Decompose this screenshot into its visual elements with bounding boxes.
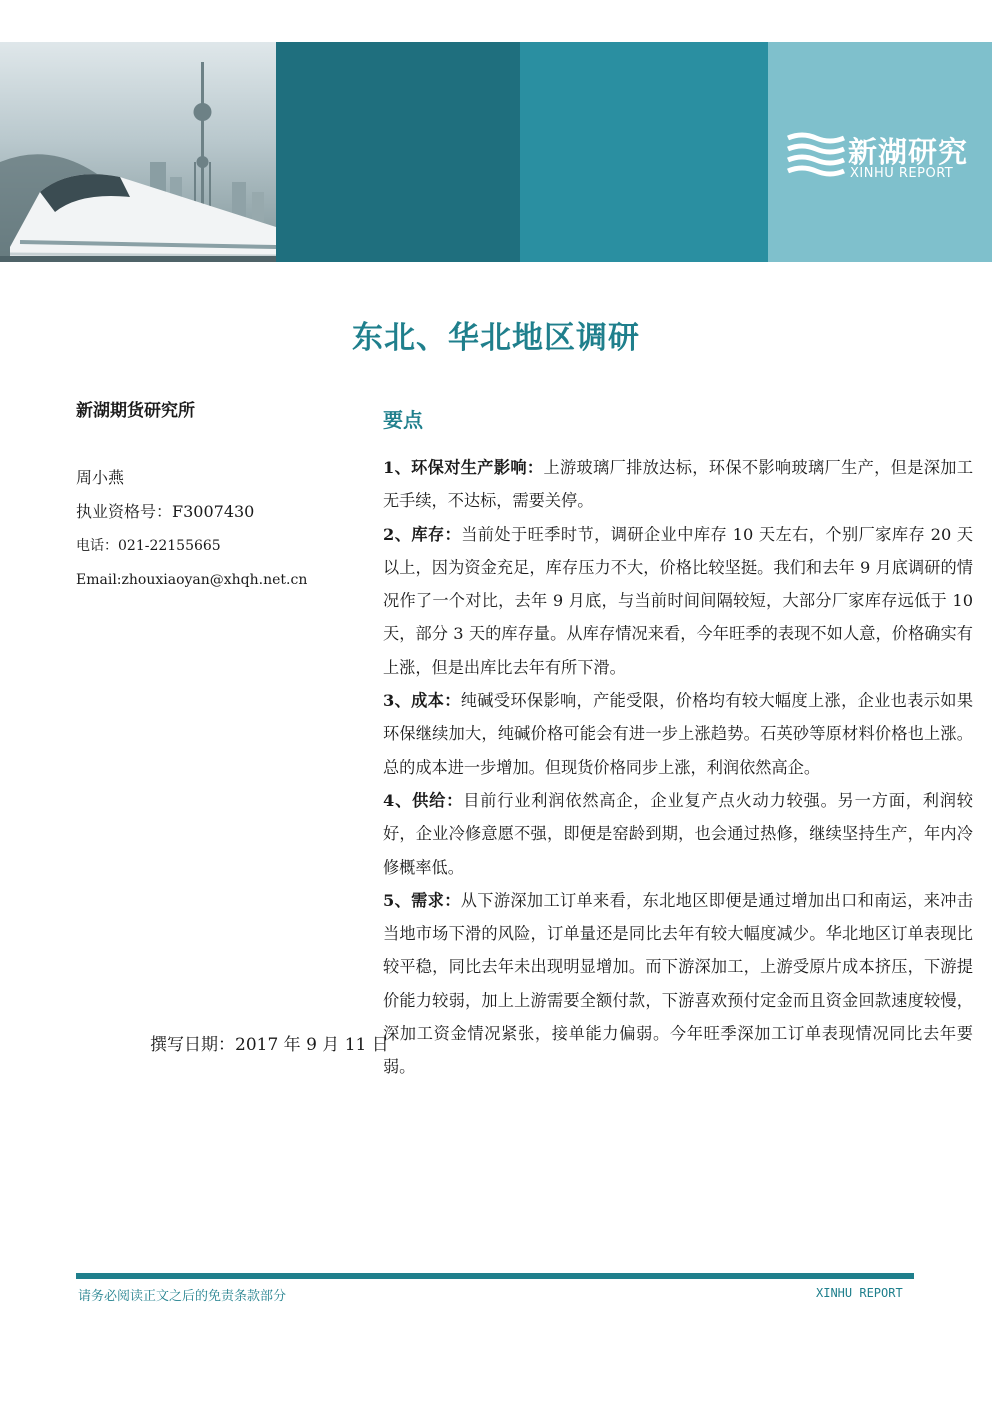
- key-point-label: 3、成本：: [383, 691, 461, 711]
- maglev-train-photo: [0, 42, 276, 262]
- phone-number: 电话：021-22155665: [76, 538, 221, 554]
- header-banner: [0, 42, 992, 262]
- banner-panel-mid: [520, 42, 768, 262]
- logo-chinese-text: 新湖研究: [848, 135, 969, 169]
- maglev-train-illustration: [0, 42, 276, 262]
- key-point-item: [383, 684, 973, 784]
- banner-panel-dark: [276, 42, 520, 262]
- license-number: 执业资格号：F3007430: [76, 502, 255, 521]
- footer-brand: XINHU REPORT: [816, 1286, 903, 1300]
- footer-divider: [76, 1273, 914, 1279]
- key-point-text: 上游玻璃厂排放达标，环保不影响玻璃厂生产，但是深加工无手续，不达标，需要关停。: [383, 458, 974, 511]
- key-point-item: [383, 784, 973, 884]
- key-point-item: [383, 518, 973, 684]
- key-points-body: [383, 451, 973, 1084]
- footer-disclaimer: 请务必阅读正文之后的免责条款部分: [78, 1289, 287, 1304]
- key-point-label: 5、需求：: [383, 890, 461, 910]
- key-point-label: 1、环保对生产影响：: [383, 458, 544, 477]
- author-name: 周小燕: [76, 468, 125, 487]
- xinhu-logo: [786, 130, 986, 190]
- report-title: 东北、华北地区调研: [352, 320, 640, 356]
- logo-english-text: XINHU REPORT: [850, 166, 954, 181]
- key-point-item: [383, 884, 973, 1084]
- institute-name: 新湖期货研究所: [76, 401, 195, 421]
- key-point-text: 当前处于旺季时节，调研企业中库存 10 天左右，个别厂家库存 20 天以上，因为资金充足，库存压力不大，价格比较坚挺。我们和去年 9 月底调研的情况作了一个对比，去年 9 月底，与当前时间间隔较短，大部分厂家库存远低于 10 天，部分 3 天的库存量。从库存情况来看，今年旺季的表现不如人意，价格确实有上涨，但是出库比去年有所下滑。: [383, 524, 974, 677]
- key-point-label: 2、库存：: [383, 524, 462, 544]
- key-point-text: 从下游深加工订单来看，东北地区即便是通过增加出口和南运，来冲击当地市场下滑的风险，订单量还是同比去年有较大幅度减少。华北地区订单表现比较平稳，同比去年未出现明显增加。而下游深加工，上游受原片成本挤压，下游提价能力较弱，加上上游需要全额付款，下游喜欢预付定金而且资金回款速度较慢，深加工资金情况紧张，接单能力偏弱。今年旺季深加工订单表现情况同比去年要弱。: [383, 890, 974, 1077]
- key-points-heading: 要点: [383, 408, 423, 432]
- key-point-item: [383, 451, 973, 518]
- key-point-text: 纯碱受环保影响，产能受限，价格均有较大幅度上涨，企业也表示如果环保继续加大，纯碱价格可能会有进一步上涨趋势。石英砂等原材料价格也上涨。总的成本进一步增加。但现货价格同步上涨，利润依然高企。: [383, 691, 974, 777]
- writing-date: 撰写日期：2017 年 9 月 11 日: [150, 1035, 389, 1055]
- key-point-text: 目前行业利润依然高企，企业复产点火动力较强。另一方面，利润较好，企业冷修意愿不强，即便是窑龄到期，也会通过热修，继续坚持生产，年内冷修概率低。: [383, 790, 973, 877]
- wave-logo-icon: [786, 132, 846, 182]
- key-point-label: 4、供给：: [383, 790, 464, 810]
- author-block: [76, 396, 376, 597]
- email-address: Email:zhouxiaoyan@xhqh.net.cn: [76, 572, 308, 588]
